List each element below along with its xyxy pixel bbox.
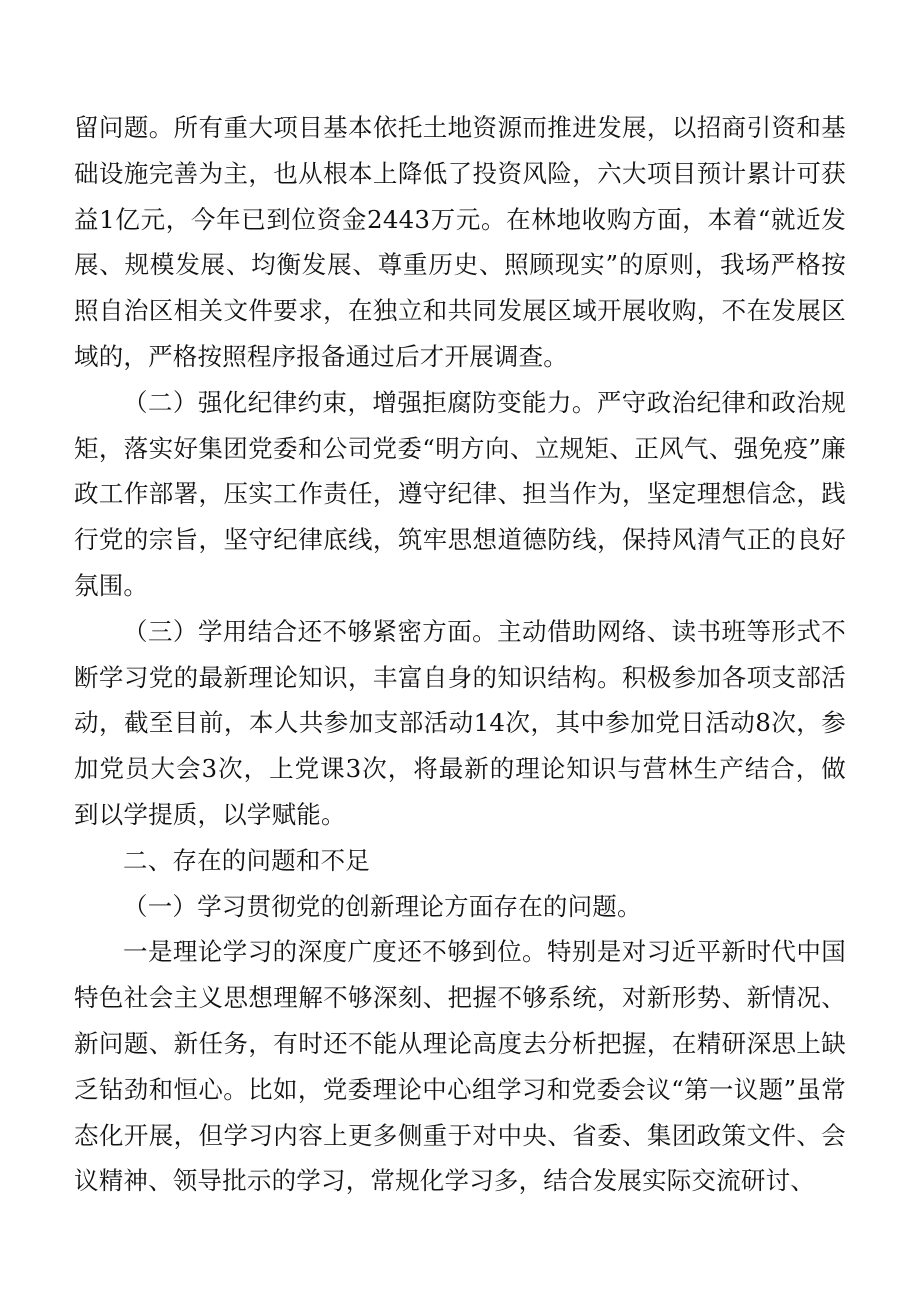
subsection-heading-theory-study: （一）学习贯彻党的创新理论方面存在的问题。 bbox=[123, 891, 642, 921]
paragraph-theory-depth: 一是理论学习的深度广度还不够到位。特别是对习近平新时代中国特色社会主义思想理解不够深刻、把握不够系统，对新形势、新情况、新问题、新任务，有时还不能从理论高度去分析把握，在精研深思上缺乏钻劲和恒心。比如，党委理论中心组学习和党委会议“第一议题”虽常态化开展，但学习内容上更多侧重于对中央、省委、集团政策文件、会议精神、领导批示的学习，常规化学习多，结合发展实际交流研讨、 bbox=[74, 937, 846, 1196]
document-body bbox=[74, 105, 846, 1204]
paragraph-study-application: （三）学用结合还不够紧密方面。主动借助网络、读书班等形式不断学习党的最新理论知识，丰富自身的知识结构。积极参加各项支部活动，截至目前，本人共参加支部活动14次，其中参加党日活动8次，参加党员大会3次，上党课3次，将最新的理论知识与营林生产结合，做到以学提质，以学赋能。 bbox=[74, 616, 846, 829]
paragraph-discipline: （二）强化纪律约束，增强拒腐防变能力。严守政治纪律和政治规矩，落实好集团党委和公司党委“明方向、立规矩、正风气、强免疫”廉政工作部署，压实工作责任，遵守纪律、担当作为，坚定理想信念，践行党的宗旨，坚守纪律底线，筑牢思想道德防线，保持风清气正的良好氛围。 bbox=[74, 387, 846, 600]
section-heading-problems: 二、存在的问题和不足 bbox=[123, 845, 370, 875]
paragraph-land-acquisition: 留问题。所有重大项目基本依托土地资源而推进发展，以招商引资和基础设施完善为主，也从根本上降低了投资风险，六大项目预计累计可获益1亿元，今年已到位资金2443万元。在林地收购方面，本着“就近发展、规模发展、均衡发展、尊重历史、照顾现实”的原则，我场严格按照自治区相关文件要求，在独立和共同发展区域开展收购，不在发展区域的，严格按照程序报备通过后才开展调查。 bbox=[74, 113, 846, 371]
